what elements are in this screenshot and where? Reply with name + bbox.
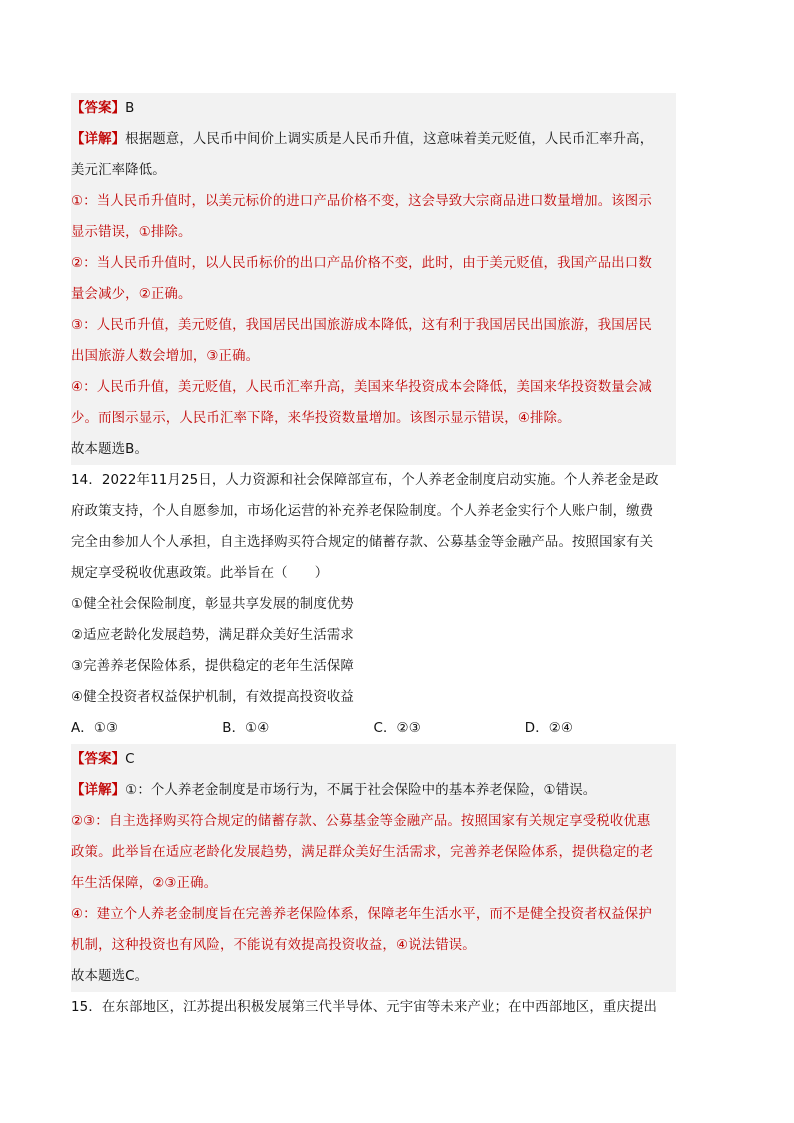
analysis-line: ②③：自主选择购买符合规定的储蓄存款、公募基金等金融产品。按照国家有关规定享受税收优惠 xyxy=(71,806,676,837)
analysis-line: ③：人民币升值，美元贬值，我国居民出国旅游成本降低，这有利于我国居民出国旅游，我国居民 xyxy=(71,310,676,341)
analysis-line: ④：人民币升值，美元贬值，人民币汇率升高，美国来华投资成本会降低，美国来华投资数量会减 xyxy=(71,372,676,403)
option-a: A．①③ xyxy=(71,721,119,736)
analysis-line: 显示错误，①排除。 xyxy=(71,217,676,248)
q14-statement: ③完善养老保险体系，提供稳定的老年生活保障 xyxy=(71,659,354,674)
answer-value: C xyxy=(125,752,135,767)
analysis-line: 年生活保障，②③正确。 xyxy=(71,868,676,899)
q13-conclusion: 故本题选B。 xyxy=(71,434,676,465)
q14-statement: ④健全投资者权益保护机制，有效提高投资收益 xyxy=(71,690,354,705)
q14-stem-line: 府政策支持，个人自愿参加，市场化运营的补充养老保险制度。个人养老金实行个人账户制，缴费 xyxy=(71,504,654,519)
analysis-line: 机制，这种投资也有风险，不能说有效提高投资收益，④说法错误。 xyxy=(71,930,676,961)
q14-conclusion: 故本题选C。 xyxy=(71,961,676,992)
analysis-line: 量会减少，②正确。 xyxy=(71,279,676,310)
option-d: D．②④ xyxy=(524,721,574,736)
option-c: C．②③ xyxy=(373,721,421,736)
q14-options xyxy=(71,713,676,744)
q15-stem-line: 15．在东部地区，江苏提出积极发展第三代半导体、元宇宙等未来产业；在中西部地区，重庆提出 xyxy=(71,1000,658,1015)
detail-text-line: 美元汇率降低。 xyxy=(71,155,676,186)
answer-tag: 【答案】 xyxy=(71,752,126,767)
analysis-line: ①：当人民币升值时，以美元标价的进口产品价格不变，这会导致大宗商品进口数量增加。该图示 xyxy=(71,186,676,217)
analysis-line: 政策。此举旨在适应老龄化发展趋势，满足群众美好生活需求，完善养老保险体系，提供稳定的老 xyxy=(71,837,676,868)
q14-detail xyxy=(71,775,676,806)
answer-tag: 【答案】 xyxy=(71,101,126,116)
detail-text: ①：个人养老金制度是市场行为，不属于社会保险中的基本养老保险，①错误。 xyxy=(125,783,597,798)
q14-answer xyxy=(71,744,676,775)
q13-answer xyxy=(71,93,676,124)
option-b: B．①④ xyxy=(222,721,270,736)
analysis-line: 出国旅游人数会增加，③正确。 xyxy=(71,341,676,372)
detail-text: 根据题意，人民币中间价上调实质是人民币升值，这意味着美元贬值，人民币汇率升高， xyxy=(125,132,654,147)
q14-stem-line: 规定享受税收优惠政策。此举旨在（ ） xyxy=(71,566,329,581)
detail-tag: 【详解】 xyxy=(71,783,126,798)
q14-stem-line: 14．2022年11月25日，人力资源和社会保障部宣布，个人养老金制度启动实施。个人养老金是政 xyxy=(71,473,659,488)
document-body xyxy=(71,93,676,1023)
q13-detail xyxy=(71,124,676,155)
detail-tag: 【详解】 xyxy=(71,132,126,147)
q14-statement: ②适应老龄化发展趋势，满足群众美好生活需求 xyxy=(71,628,354,643)
analysis-line: ②：当人民币升值时，以人民币标价的出口产品价格不变，此时，由于美元贬值，我国产品出口数 xyxy=(71,248,676,279)
analysis-line: 少。而图示显示，人民币汇率下降，来华投资数量增加。该图示显示错误，④排除。 xyxy=(71,403,676,434)
q14-stem-line: 完全由参加人个人承担，自主选择购买符合规定的储蓄存款、公募基金等金融产品。按照国家有关 xyxy=(71,535,654,550)
answer-value: B xyxy=(125,101,135,116)
q14-statement: ①健全社会保险制度，彰显共享发展的制度优势 xyxy=(71,597,354,612)
analysis-line: ④：建立个人养老金制度旨在完善养老保险体系，保障老年生活水平，而不是健全投资者权益保护 xyxy=(71,899,676,930)
